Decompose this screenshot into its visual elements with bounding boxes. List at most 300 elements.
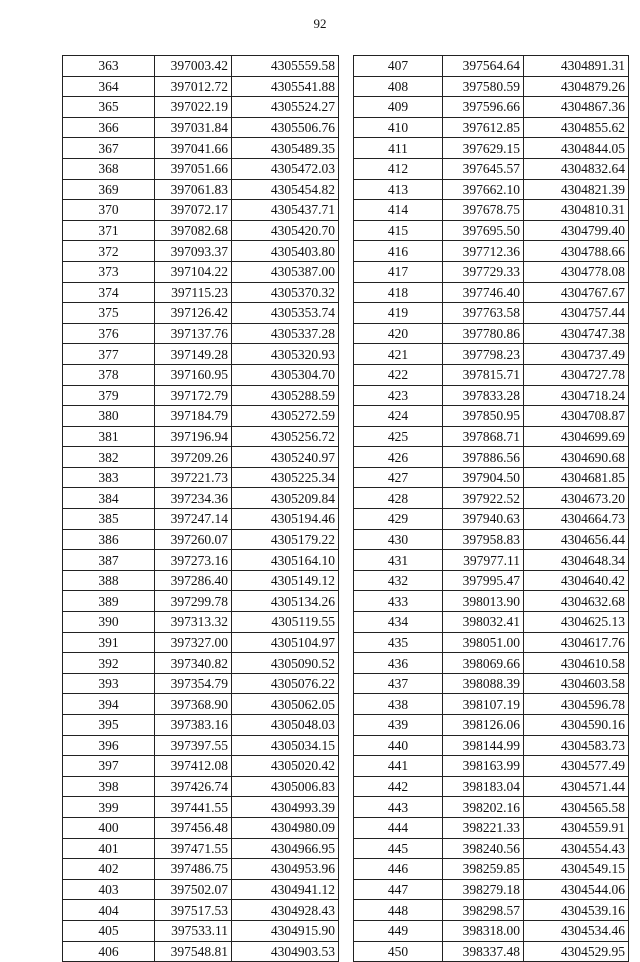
table-row (354, 138, 629, 159)
table-row (354, 447, 629, 468)
table-row (354, 900, 629, 921)
y-coordinate-cell: 4304821.39 (524, 179, 629, 200)
point-number-cell: 418 (354, 282, 443, 303)
y-coordinate-cell: 4304664.73 (524, 509, 629, 530)
y-coordinate-cell: 4305194.46 (232, 509, 339, 530)
point-number-cell: 428 (354, 488, 443, 509)
table-row (63, 385, 339, 406)
table-row (354, 488, 629, 509)
point-number-cell: 366 (63, 117, 155, 138)
point-number-cell: 449 (354, 920, 443, 941)
point-number-cell: 440 (354, 735, 443, 756)
table-row (63, 364, 339, 385)
y-coordinate-cell: 4305076.22 (232, 673, 339, 694)
y-coordinate-cell: 4305134.26 (232, 591, 339, 612)
x-coordinate-cell: 398259.85 (443, 859, 524, 880)
y-coordinate-cell: 4305062.05 (232, 694, 339, 715)
table-row (63, 817, 339, 838)
y-coordinate-cell: 4304832.64 (524, 158, 629, 179)
y-coordinate-cell: 4304891.31 (524, 56, 629, 77)
table-row (354, 364, 629, 385)
point-number-cell: 414 (354, 200, 443, 221)
y-coordinate-cell: 4304673.20 (524, 488, 629, 509)
table-row (63, 241, 339, 262)
point-number-cell: 399 (63, 797, 155, 818)
x-coordinate-cell: 397003.42 (155, 56, 232, 77)
x-coordinate-cell: 397234.36 (155, 488, 232, 509)
x-coordinate-cell: 397368.90 (155, 694, 232, 715)
y-coordinate-cell: 4305506.76 (232, 117, 339, 138)
y-coordinate-cell: 4304648.34 (524, 550, 629, 571)
y-coordinate-cell: 4304632.68 (524, 591, 629, 612)
x-coordinate-cell: 398032.41 (443, 612, 524, 633)
point-number-cell: 430 (354, 529, 443, 550)
point-number-cell: 369 (63, 179, 155, 200)
point-number-cell: 368 (63, 158, 155, 179)
y-coordinate-cell: 4304617.76 (524, 632, 629, 653)
x-coordinate-cell: 397022.19 (155, 97, 232, 118)
y-coordinate-cell: 4305403.80 (232, 241, 339, 262)
x-coordinate-cell: 397662.10 (443, 179, 524, 200)
x-coordinate-cell: 397149.28 (155, 344, 232, 365)
point-number-cell: 398 (63, 776, 155, 797)
table-row (63, 303, 339, 324)
x-coordinate-cell: 397798.23 (443, 344, 524, 365)
y-coordinate-cell: 4304941.12 (232, 879, 339, 900)
x-coordinate-cell: 397412.08 (155, 756, 232, 777)
x-coordinate-cell: 397184.79 (155, 406, 232, 427)
table-row (63, 879, 339, 900)
y-coordinate-cell: 4304577.49 (524, 756, 629, 777)
y-coordinate-cell: 4304681.85 (524, 467, 629, 488)
y-coordinate-cell: 4304583.73 (524, 735, 629, 756)
table-row (63, 797, 339, 818)
table-row (354, 612, 629, 633)
y-coordinate-cell: 4304844.05 (524, 138, 629, 159)
x-coordinate-cell: 397041.66 (155, 138, 232, 159)
point-number-cell: 411 (354, 138, 443, 159)
x-coordinate-cell: 397286.40 (155, 570, 232, 591)
x-coordinate-cell: 398202.16 (443, 797, 524, 818)
table-row (63, 653, 339, 674)
point-number-cell: 373 (63, 261, 155, 282)
table-row (354, 323, 629, 344)
table-row (63, 570, 339, 591)
table-row (63, 488, 339, 509)
table-row (63, 220, 339, 241)
x-coordinate-cell: 397940.63 (443, 509, 524, 530)
table-row (354, 920, 629, 941)
y-coordinate-cell: 4305034.15 (232, 735, 339, 756)
point-number-cell: 416 (354, 241, 443, 262)
x-coordinate-cell: 398337.48 (443, 941, 524, 962)
table-row (63, 941, 339, 962)
y-coordinate-cell: 4304534.46 (524, 920, 629, 941)
point-number-cell: 392 (63, 653, 155, 674)
table-row (354, 385, 629, 406)
y-coordinate-cell: 4305559.58 (232, 56, 339, 77)
y-coordinate-cell: 4304867.36 (524, 97, 629, 118)
point-number-cell: 450 (354, 941, 443, 962)
point-number-cell: 439 (354, 715, 443, 736)
point-number-cell: 441 (354, 756, 443, 777)
point-number-cell: 420 (354, 323, 443, 344)
point-number-cell: 393 (63, 673, 155, 694)
table-row (354, 200, 629, 221)
y-coordinate-cell: 4305337.28 (232, 323, 339, 344)
table-row (63, 694, 339, 715)
point-number-cell: 406 (63, 941, 155, 962)
table-row (354, 591, 629, 612)
table-row (63, 859, 339, 880)
y-coordinate-cell: 4304708.87 (524, 406, 629, 427)
y-coordinate-cell: 4304928.43 (232, 900, 339, 921)
y-coordinate-cell: 4305225.34 (232, 467, 339, 488)
x-coordinate-cell: 397645.57 (443, 158, 524, 179)
x-coordinate-cell: 397995.47 (443, 570, 524, 591)
x-coordinate-cell: 397922.52 (443, 488, 524, 509)
y-coordinate-cell: 4305272.59 (232, 406, 339, 427)
y-coordinate-cell: 4304966.95 (232, 838, 339, 859)
point-number-cell: 429 (354, 509, 443, 530)
point-number-cell: 367 (63, 138, 155, 159)
y-coordinate-cell: 4304727.78 (524, 364, 629, 385)
x-coordinate-cell: 397564.64 (443, 56, 524, 77)
point-number-cell: 384 (63, 488, 155, 509)
y-coordinate-cell: 4305090.52 (232, 653, 339, 674)
table-row (63, 97, 339, 118)
y-coordinate-cell: 4304778.08 (524, 261, 629, 282)
x-coordinate-cell: 397629.15 (443, 138, 524, 159)
x-coordinate-cell: 398318.00 (443, 920, 524, 941)
point-number-cell: 425 (354, 426, 443, 447)
x-coordinate-cell: 398144.99 (443, 735, 524, 756)
y-coordinate-cell: 4304788.66 (524, 241, 629, 262)
point-number-cell: 407 (354, 56, 443, 77)
table-row (354, 261, 629, 282)
x-coordinate-cell: 397441.55 (155, 797, 232, 818)
point-number-cell: 409 (354, 97, 443, 118)
table-row (354, 282, 629, 303)
table-row (63, 117, 339, 138)
table-row (63, 406, 339, 427)
point-number-cell: 400 (63, 817, 155, 838)
x-coordinate-cell: 398126.06 (443, 715, 524, 736)
x-coordinate-cell: 397397.55 (155, 735, 232, 756)
table-row (63, 529, 339, 550)
y-coordinate-cell: 4305164.10 (232, 550, 339, 571)
table-row (354, 735, 629, 756)
table-row (63, 467, 339, 488)
y-coordinate-cell: 4304993.39 (232, 797, 339, 818)
x-coordinate-cell: 397426.74 (155, 776, 232, 797)
table-row (63, 756, 339, 777)
y-coordinate-cell: 4304690.68 (524, 447, 629, 468)
table-row (354, 303, 629, 324)
y-coordinate-cell: 4304699.69 (524, 426, 629, 447)
table-row (63, 138, 339, 159)
table-row (354, 158, 629, 179)
y-coordinate-cell: 4305006.83 (232, 776, 339, 797)
point-number-cell: 397 (63, 756, 155, 777)
x-coordinate-cell: 397104.22 (155, 261, 232, 282)
x-coordinate-cell: 398221.33 (443, 817, 524, 838)
point-number-cell: 431 (354, 550, 443, 571)
point-number-cell: 377 (63, 344, 155, 365)
y-coordinate-cell: 4304565.58 (524, 797, 629, 818)
y-coordinate-cell: 4305104.97 (232, 632, 339, 653)
x-coordinate-cell: 397958.83 (443, 529, 524, 550)
x-coordinate-cell: 397340.82 (155, 653, 232, 674)
x-coordinate-cell: 397072.17 (155, 200, 232, 221)
x-coordinate-cell: 397299.78 (155, 591, 232, 612)
table-row (354, 673, 629, 694)
x-coordinate-cell: 397850.95 (443, 406, 524, 427)
point-number-cell: 372 (63, 241, 155, 262)
y-coordinate-cell: 4305454.82 (232, 179, 339, 200)
point-number-cell: 445 (354, 838, 443, 859)
y-coordinate-cell: 4304879.26 (524, 76, 629, 97)
x-coordinate-cell: 398088.39 (443, 673, 524, 694)
coordinates-table-right (353, 55, 629, 962)
table-row (354, 570, 629, 591)
table-row (63, 200, 339, 221)
x-coordinate-cell: 398163.99 (443, 756, 524, 777)
x-coordinate-cell: 397678.75 (443, 200, 524, 221)
point-number-cell: 437 (354, 673, 443, 694)
table-row (354, 632, 629, 653)
point-number-cell: 378 (63, 364, 155, 385)
point-number-cell: 405 (63, 920, 155, 941)
point-number-cell: 419 (354, 303, 443, 324)
x-coordinate-cell: 397012.72 (155, 76, 232, 97)
y-coordinate-cell: 4305020.42 (232, 756, 339, 777)
table-row (354, 838, 629, 859)
point-number-cell: 395 (63, 715, 155, 736)
y-coordinate-cell: 4304640.42 (524, 570, 629, 591)
y-coordinate-cell: 4304757.44 (524, 303, 629, 324)
y-coordinate-cell: 4305288.59 (232, 385, 339, 406)
point-number-cell: 365 (63, 97, 155, 118)
x-coordinate-cell: 397247.14 (155, 509, 232, 530)
point-number-cell: 382 (63, 447, 155, 468)
point-number-cell: 375 (63, 303, 155, 324)
point-number-cell: 446 (354, 859, 443, 880)
x-coordinate-cell: 398107.19 (443, 694, 524, 715)
y-coordinate-cell: 4305541.88 (232, 76, 339, 97)
x-coordinate-cell: 397868.71 (443, 426, 524, 447)
y-coordinate-cell: 4304799.40 (524, 220, 629, 241)
table-row (354, 776, 629, 797)
y-coordinate-cell: 4304603.58 (524, 673, 629, 694)
point-number-cell: 438 (354, 694, 443, 715)
y-coordinate-cell: 4304915.90 (232, 920, 339, 941)
point-number-cell: 433 (354, 591, 443, 612)
table-row (63, 56, 339, 77)
x-coordinate-cell: 397031.84 (155, 117, 232, 138)
point-number-cell: 444 (354, 817, 443, 838)
point-number-cell: 387 (63, 550, 155, 571)
x-coordinate-cell: 397695.50 (443, 220, 524, 241)
x-coordinate-cell: 398279.18 (443, 879, 524, 900)
y-coordinate-cell: 4304571.44 (524, 776, 629, 797)
point-number-cell: 447 (354, 879, 443, 900)
y-coordinate-cell: 4305370.32 (232, 282, 339, 303)
x-coordinate-cell: 397977.11 (443, 550, 524, 571)
table-row (354, 797, 629, 818)
point-number-cell: 383 (63, 467, 155, 488)
point-number-cell: 402 (63, 859, 155, 880)
x-coordinate-cell: 397833.28 (443, 385, 524, 406)
x-coordinate-cell: 397886.56 (443, 447, 524, 468)
y-coordinate-cell: 4305437.71 (232, 200, 339, 221)
x-coordinate-cell: 398298.57 (443, 900, 524, 921)
point-number-cell: 386 (63, 529, 155, 550)
x-coordinate-cell: 397082.68 (155, 220, 232, 241)
y-coordinate-cell: 4305320.93 (232, 344, 339, 365)
page-number: 92 (313, 16, 327, 31)
x-coordinate-cell: 397548.81 (155, 941, 232, 962)
y-coordinate-cell: 4305240.97 (232, 447, 339, 468)
point-number-cell: 401 (63, 838, 155, 859)
y-coordinate-cell: 4304656.44 (524, 529, 629, 550)
table-row (63, 550, 339, 571)
x-coordinate-cell: 397596.66 (443, 97, 524, 118)
table-row (63, 344, 339, 365)
y-coordinate-cell: 4304855.62 (524, 117, 629, 138)
table-row (354, 756, 629, 777)
x-coordinate-cell: 398069.66 (443, 653, 524, 674)
y-coordinate-cell: 4304539.16 (524, 900, 629, 921)
point-number-cell: 413 (354, 179, 443, 200)
point-number-cell: 379 (63, 385, 155, 406)
point-number-cell: 363 (63, 56, 155, 77)
point-number-cell: 380 (63, 406, 155, 427)
point-number-cell: 426 (354, 447, 443, 468)
y-coordinate-cell: 4305489.35 (232, 138, 339, 159)
table-row (63, 612, 339, 633)
x-coordinate-cell: 397517.53 (155, 900, 232, 921)
y-coordinate-cell: 4304559.91 (524, 817, 629, 838)
point-number-cell: 364 (63, 76, 155, 97)
x-coordinate-cell: 397273.16 (155, 550, 232, 571)
table-row (63, 776, 339, 797)
table-row (63, 591, 339, 612)
point-number-cell: 417 (354, 261, 443, 282)
table-row (63, 509, 339, 530)
table-row (354, 879, 629, 900)
point-number-cell: 374 (63, 282, 155, 303)
table-row (354, 97, 629, 118)
y-coordinate-cell: 4305387.00 (232, 261, 339, 282)
point-number-cell: 424 (354, 406, 443, 427)
point-number-cell: 376 (63, 323, 155, 344)
y-coordinate-cell: 4304747.38 (524, 323, 629, 344)
point-number-cell: 442 (354, 776, 443, 797)
table-row (354, 117, 629, 138)
x-coordinate-cell: 397471.55 (155, 838, 232, 859)
y-coordinate-cell: 4305179.22 (232, 529, 339, 550)
y-coordinate-cell: 4304737.49 (524, 344, 629, 365)
table-row (63, 261, 339, 282)
x-coordinate-cell: 397486.75 (155, 859, 232, 880)
point-number-cell: 391 (63, 632, 155, 653)
table-row (63, 76, 339, 97)
x-coordinate-cell: 397904.50 (443, 467, 524, 488)
point-number-cell: 412 (354, 158, 443, 179)
x-coordinate-cell: 398013.90 (443, 591, 524, 612)
y-coordinate-cell: 4304610.58 (524, 653, 629, 674)
table-row (354, 529, 629, 550)
y-coordinate-cell: 4304767.67 (524, 282, 629, 303)
y-coordinate-cell: 4304903.53 (232, 941, 339, 962)
y-coordinate-cell: 4304549.15 (524, 859, 629, 880)
table-row (63, 673, 339, 694)
table-row (63, 179, 339, 200)
table-row (354, 220, 629, 241)
x-coordinate-cell: 397712.36 (443, 241, 524, 262)
table-row (354, 817, 629, 838)
x-coordinate-cell: 398183.04 (443, 776, 524, 797)
point-number-cell: 434 (354, 612, 443, 633)
point-number-cell: 432 (354, 570, 443, 591)
y-coordinate-cell: 4304544.06 (524, 879, 629, 900)
point-number-cell: 404 (63, 900, 155, 921)
table-row (354, 694, 629, 715)
x-coordinate-cell: 397093.37 (155, 241, 232, 262)
x-coordinate-cell: 397533.11 (155, 920, 232, 941)
table-row (354, 941, 629, 962)
y-coordinate-cell: 4304529.95 (524, 941, 629, 962)
table-row (354, 406, 629, 427)
point-number-cell: 370 (63, 200, 155, 221)
y-coordinate-cell: 4304554.43 (524, 838, 629, 859)
table-row (63, 282, 339, 303)
y-coordinate-cell: 4305209.84 (232, 488, 339, 509)
x-coordinate-cell: 397815.71 (443, 364, 524, 385)
table-row (354, 550, 629, 571)
y-coordinate-cell: 4304625.13 (524, 612, 629, 633)
table-row (354, 179, 629, 200)
x-coordinate-cell: 397137.76 (155, 323, 232, 344)
x-coordinate-cell: 397780.86 (443, 323, 524, 344)
x-coordinate-cell: 397260.07 (155, 529, 232, 550)
point-number-cell: 389 (63, 591, 155, 612)
table-row (354, 859, 629, 880)
y-coordinate-cell: 4304718.24 (524, 385, 629, 406)
table-row (63, 426, 339, 447)
x-coordinate-cell: 397061.83 (155, 179, 232, 200)
x-coordinate-cell: 397612.85 (443, 117, 524, 138)
point-number-cell: 388 (63, 570, 155, 591)
table-row (354, 241, 629, 262)
point-number-cell: 443 (354, 797, 443, 818)
point-number-cell: 403 (63, 879, 155, 900)
x-coordinate-cell: 397327.00 (155, 632, 232, 653)
x-coordinate-cell: 397383.16 (155, 715, 232, 736)
coordinates-table-left (62, 55, 339, 962)
table-row (354, 715, 629, 736)
point-number-cell: 394 (63, 694, 155, 715)
table-row (63, 900, 339, 921)
x-coordinate-cell: 397221.73 (155, 467, 232, 488)
table-row (63, 323, 339, 344)
y-coordinate-cell: 4304953.96 (232, 859, 339, 880)
point-number-cell: 385 (63, 509, 155, 530)
x-coordinate-cell: 397209.26 (155, 447, 232, 468)
y-coordinate-cell: 4305119.55 (232, 612, 339, 633)
y-coordinate-cell: 4305472.03 (232, 158, 339, 179)
